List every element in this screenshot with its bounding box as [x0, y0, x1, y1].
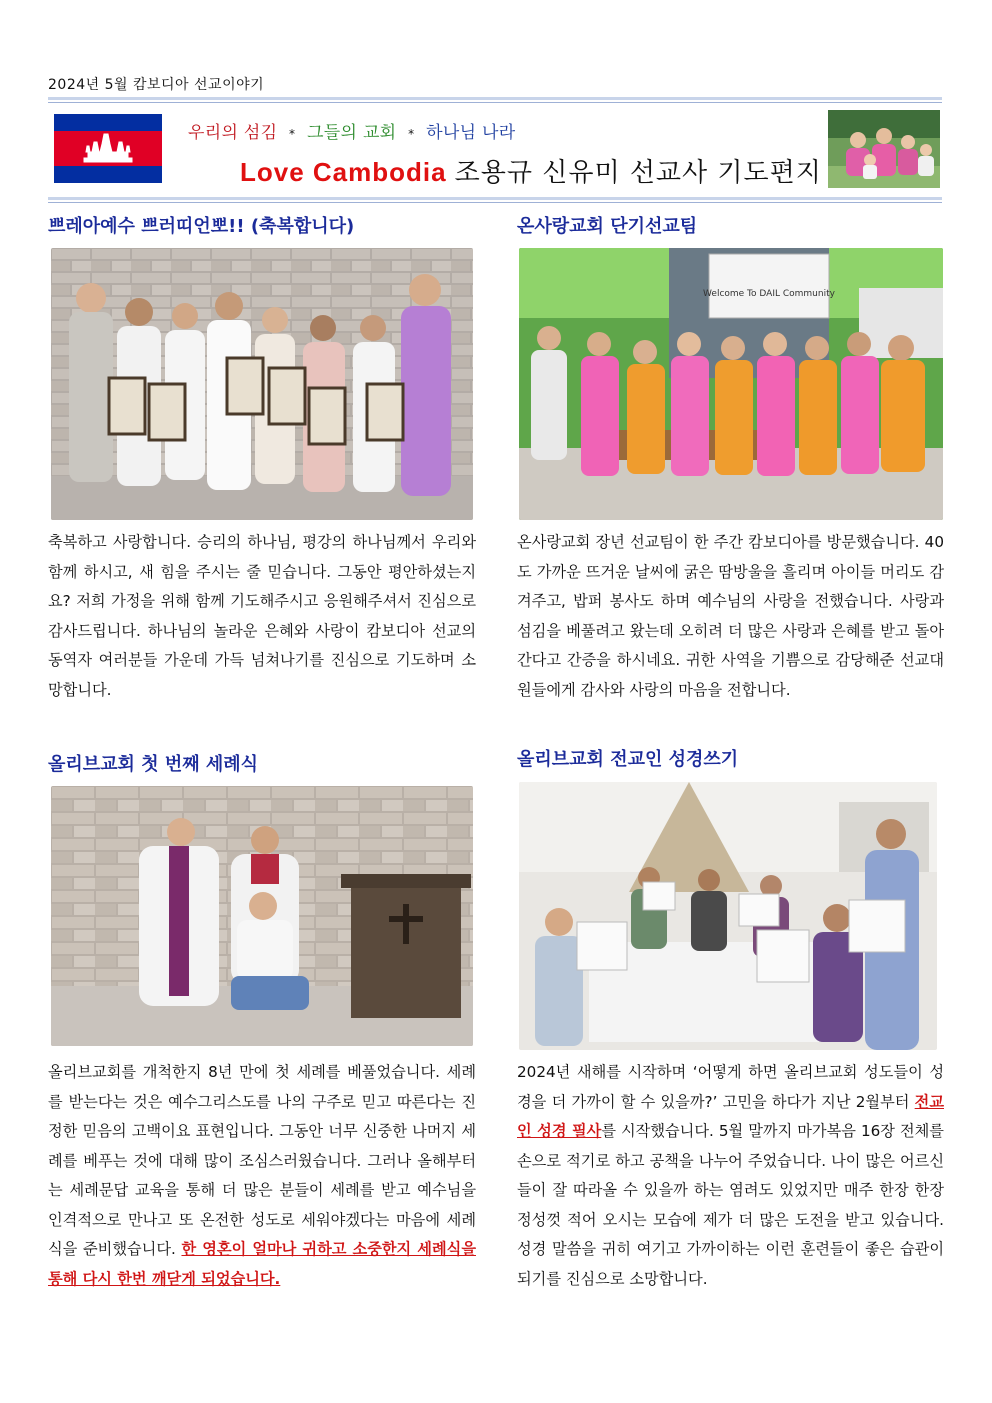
tagline-part-2: 그들의 교회 [307, 123, 397, 143]
tagline-separator: * [289, 127, 296, 141]
section-3-title: 올리브교회 첫 번째 세례식 [48, 754, 259, 775]
section-3-highlight: 한 영혼이 얼마나 귀하고 소중한지 세례식을 통해 다시 한번 깨닫게 되었습니다. [48, 1240, 476, 1288]
tagline-part-3: 하나님 나라 [426, 123, 516, 143]
welcome-sign-text: Welcome To DAIL Community [703, 289, 835, 299]
header-rule-top-line [48, 102, 942, 103]
title-rest: 조용규 신유미 선교사 기도편지 [454, 158, 822, 188]
section-1-title: 쁘레아예수 쁘러띠언뽀!! (축복합니다) [48, 216, 355, 237]
family-photo [828, 110, 940, 188]
baptism-photo [51, 786, 473, 1046]
header-tagline [188, 118, 515, 143]
section-4-text [517, 1058, 944, 1294]
header-rule-bottom [48, 197, 942, 200]
cambodia-flag-icon [54, 114, 162, 183]
section-2-text: 온사랑교회 장년 선교팀이 한 주간 캄보디아를 방문했습니다. 40도 가까운 뜨거운 날씨에 굵은 땀방울을 흘리며 아이들 머리도 감겨주고, 밥퍼 봉사도 하며 예수님의 사랑을 전했습니다. 사랑과 섬김을 베풀려고 왔는데 오히려 더 많은 사랑과 은혜를 받고 돌아간다고 간증을 하시네요. 귀한 사역을 기쁨으로 감당해준 선교대원들에게 감사와 사랑의 마음을 전합니다. [517, 533, 944, 699]
tagline-part-1: 우리의 섬김 [188, 123, 278, 143]
title-brand: Love Cambodia [240, 157, 447, 187]
bible-writing-photo [519, 782, 937, 1050]
mission-team-photo [519, 248, 943, 520]
tagline-separator: * [408, 127, 415, 141]
header-rule-top [48, 97, 942, 100]
header-rule-bottom-line [48, 202, 942, 203]
section-4-title: 올리브교회 전교인 성경쓰기 [517, 749, 739, 770]
certificate-group-photo [51, 248, 473, 520]
section-3-body: 올리브교회를 개척한지 8년 만에 첫 세례를 베풀었습니다. 세례를 받는다는 것은 예수그리스도를 나의 구주로 믿고 따른다는 진정한 믿음의 고백이요 표현입니다. 그동안 너무 신중한 나머지 세례를 베푸는 것에 대해 많이 조심스러웠습니다. 그러나 올해부터는 세례문답 교육을 통해 더 많은 분들이 세례를 받고 예수님을 인격적으로 만나고 또 온전한 성도로 세워야겠다는 마음에 세례식을 준비했습니다. [48, 1063, 476, 1258]
section-4-body-before: 2024년 새해를 시작하며 ‘어떻게 하면 올리브교회 성도들이 성경을 더 가까이 할 수 있을까?’ 고민을 하다가 지난 2월부터 [517, 1063, 944, 1111]
section-3-text [48, 1058, 476, 1294]
header-date: 2024년 5월 캄보디아 선교이야기 [48, 77, 265, 93]
section-4-body-after: 를 시작했습니다. 5월 말까지 마가복음 16장 전체를 손으로 적기로 하고 공책을 나누어 주었습니다. 나이 많은 어르신들이 잘 따라올 수 있을까 하는 염려도 있었지만 매주 한장 한장 정성껏 적어 오시는 모습에 제가 더 많은 도전을 받고 있습니다. 성경 말씀을 귀히 여기고 가까이하는 이런 훈련들이 좋은 습관이 되기를 진심으로 소망합니다. [517, 1122, 944, 1288]
section-1-text: 축복하고 사랑합니다. 승리의 하나님, 평강의 하나님께서 우리와 함께 하시고, 새 힘을 주시는 줄 믿습니다. 그동안 평안하셨는지요? 저희 가정을 위해 함께 기도해주시고 응원해주셔서 진심으로 감사드립니다. 하나님의 놀라운 은혜와 사랑이 캄보디아 선교의 동역자 여러분들 가운데 가득 넘쳐나기를 진심으로 기도하며 소망합니다. [48, 533, 476, 699]
page-title [240, 152, 822, 189]
section-4-highlight: 전교인 성경 필사 [517, 1092, 944, 1140]
section-2-title: 온사랑교회 단기선교팀 [517, 216, 698, 237]
